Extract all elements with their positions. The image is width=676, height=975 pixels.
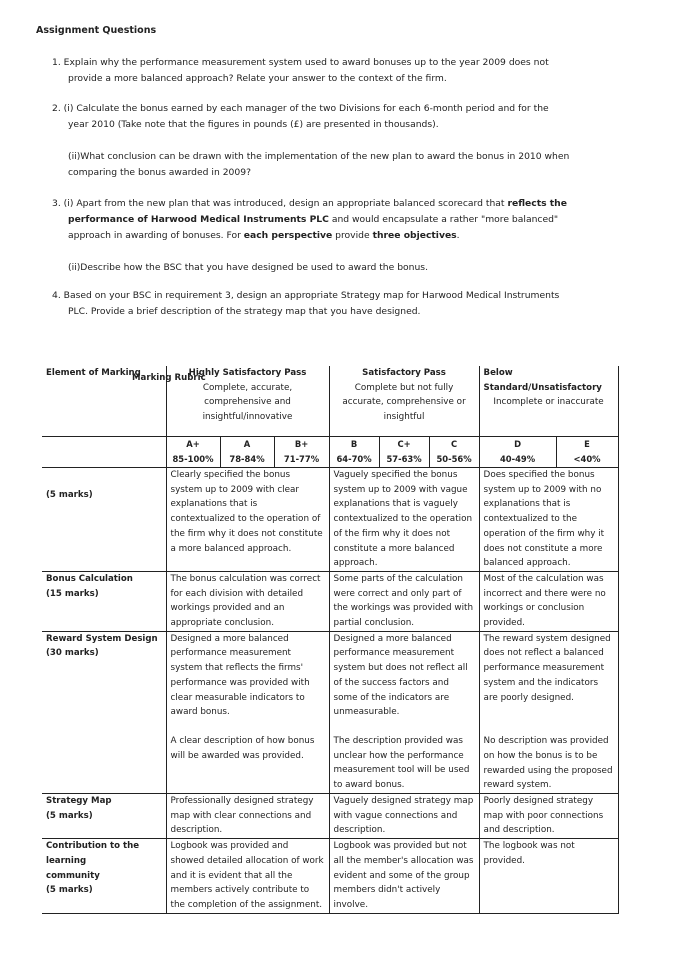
question-line: PLC. Provide a brief description of the strategy map that you have designed.	[68, 306, 421, 317]
highly-satisfactory-cell: Logbook was provided and showed detailed allocation of work and it is evident that all the members actively contribute to the completion of the assignment.	[166, 839, 329, 914]
satisfactory-cell: Some parts of the calculation were correct and only part of the workings was provided with partial conclusion.	[329, 571, 479, 631]
highly-satisfactory-cell: The bonus calculation was correct for each division with detailed workings provided and an appropriate conclusion.	[166, 571, 329, 631]
question-line: approach in awarding of bonuses. For each perspective provide three objectives.	[68, 230, 460, 241]
highly-satisfactory-cell: Designed a more balanced performance measurement system that reflects the firms' performance was provided with clear measurable indicators to award bonus. A clear description of how bonus will be awarded was provided.	[166, 631, 329, 793]
criterion-cell: Strategy Map (5 marks)	[42, 794, 166, 839]
criterion-cell: (5 marks)	[42, 468, 166, 572]
question-line: provide a more balanced approach? Relate your answer to the context of the firm.	[68, 73, 447, 84]
satisfactory-header: Satisfactory Pass Complete but not fully accurate, comprehensive or insightful	[329, 366, 479, 437]
grade-cell: B+ 71-77%	[274, 437, 329, 468]
rubric-row	[42, 839, 618, 914]
rubric-row	[42, 631, 618, 793]
below-standard-cell: Does specified the bonus system up to 2009 with no explanations that is contextualized to the operation of the firm why it does not constitute a more balanced approach.	[479, 468, 618, 572]
question-line: (ii)What conclusion can be drawn with the implementation of the new plan to award the bonus in 2010 when	[68, 151, 570, 162]
question-line: 4. Based on your BSC in requirement 3, design an appropriate Strategy map for Harwood Medical Instruments	[52, 290, 560, 301]
grade-cell: C 50-56%	[429, 437, 479, 468]
question-line: year 2010 (Take note that the figures in pounds (£) are presented in thousands).	[68, 119, 439, 130]
grade-cell: A 78-84%	[220, 437, 274, 468]
criterion-cell: Reward System Design (30 marks)	[42, 631, 166, 793]
satisfactory-cell: Vaguely designed strategy map with vague connections and description.	[329, 794, 479, 839]
highly-satisfactory-cell: Professionally designed strategy map with clear connections and description.	[166, 794, 329, 839]
page-title: Assignment Questions	[36, 25, 157, 36]
highly-satisfactory-cell: Clearly specified the bonus system up to 2009 with clear explanations that is contextualized to the operation of the firm why it does not constitute a more balanced approach.	[166, 468, 329, 572]
criterion-cell: Contribution to the learning community (5 marks)	[42, 839, 166, 914]
grade-cell: D 40-49%	[479, 437, 556, 468]
grade-cell: C+ 57-63%	[379, 437, 429, 468]
rubric-row	[42, 571, 618, 631]
grade-cell: A+ 85-100%	[166, 437, 220, 468]
rubric-header-row	[42, 366, 618, 437]
question-line: (ii)Describe how the BSC that you have designed be used to award the bonus.	[68, 262, 428, 273]
satisfactory-cell: Logbook was provided but not all the member's allocation was evident and some of the group members didn't actively involve.	[329, 839, 479, 914]
grade-row	[42, 437, 618, 468]
question-line: comparing the bonus awarded in 2009?	[68, 167, 251, 178]
satisfactory-cell: Vaguely specified the bonus system up to 2009 with vague explanations that is vaguely contextualized to the operation of the firm why it does not constitute a more balanced approach.	[329, 468, 479, 572]
question-1	[52, 55, 612, 87]
below-standard-cell: Most of the calculation was incorrect and there were no workings or conclusion provided.	[479, 571, 618, 631]
below-standard-cell: Poorly designed strategy map with poor connections and description.	[479, 794, 618, 839]
question-4	[52, 288, 612, 320]
question-line: 1. Explain why the performance measurement system used to award bonuses up to the year 2009 does not	[52, 57, 549, 68]
below-standard-header: Below Standard/Unsatisfactory Incomplete or inaccurate	[479, 366, 618, 437]
element-of-marking-header: Element of Marking	[42, 366, 166, 437]
satisfactory-cell: Designed a more balanced performance measurement system but does not reflect all of the success factors and some of the indicators are unmeasurable. The description provided was unclear how the performance measurement tool will be used to award bonus.	[329, 631, 479, 793]
criterion-cell: Bonus Calculation (15 marks)	[42, 571, 166, 631]
rubric-row	[42, 468, 618, 572]
highly-satisfactory-header: Highly Satisfactory Pass Complete, accurate, comprehensive and insightful/innovative	[166, 366, 329, 437]
below-standard-cell: The reward system designed does not reflect a balanced performance measurement system and the indicators are poorly designed. No description was provided on how the bonus is to be rewarded using the proposed reward system.	[479, 631, 618, 793]
question-line: 3. (i) Apart from the new plan that was introduced, design an appropriate balanced scorecard that reflects the	[52, 198, 567, 209]
rubric-row	[42, 794, 618, 839]
below-standard-cell: The logbook was not provided.	[479, 839, 618, 914]
grade-cell: E <40%	[556, 437, 618, 468]
grade-cell: B 64-70%	[329, 437, 379, 468]
question-2	[52, 101, 612, 181]
marking-rubric-table	[42, 366, 619, 914]
question-line: 2. (i) Calculate the bonus earned by each manager of the two Divisions for each 6-month period and for the	[52, 103, 549, 114]
question-3	[52, 196, 612, 276]
rubric-title: Marking Rubric	[132, 373, 206, 383]
question-line: performance of Harwood Medical Instruments PLC and would encapsulate a rather "more balanced"	[68, 214, 559, 225]
